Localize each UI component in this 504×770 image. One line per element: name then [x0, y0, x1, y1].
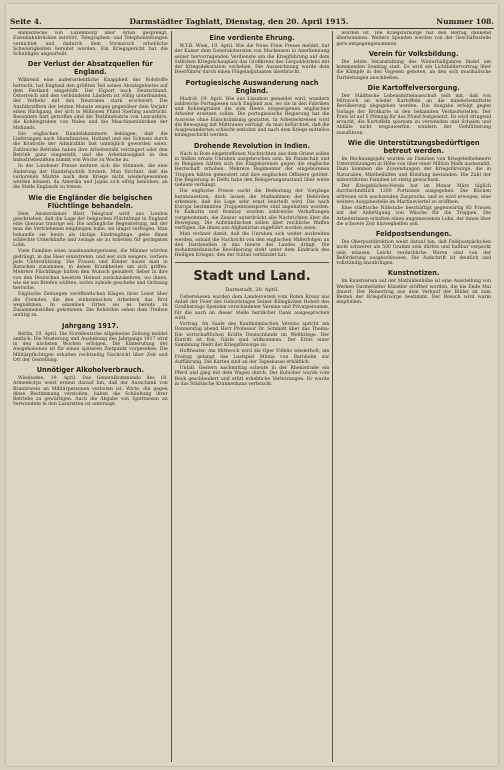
paragraph: Die englischen Handelskammern beklagen, daß die Lieferungen nach Skandinavien, Holland und der Schweiz durch die Kontrolle der Admiralität fast unmöglich geworden seien. Zahlreiche Betriebe haben ihre Arbeiterzahl verringert oder den Betrieb ganz eingestellt, und die Arbeitslosigkeit in den Industriebezirken nimmt von Woche zu Woche zu.	[13, 131, 168, 163]
headline: Portugiesische Auswanderung nach England.	[185, 78, 319, 95]
paragraph: Die Oberpostdirektion weist darauf hin, daß Feldpostpäckchen nicht schwerer als 500 Gramm sein dürfen und haltbar verpackt sein müssen. Leicht verderbliche Waren sind von der Beförderung ausgeschlossen. Die Aufschrift ist deutlich und vollständig anzubringen.	[336, 240, 492, 266]
page-number: Seite 4.	[10, 16, 42, 26]
section-title: Stadt und Land.	[193, 268, 311, 284]
paragraph: Unfall. Gestern nachmittag scheute in der Rheinstraße ein Pferd und ging mit dem Wagen durch. Der Kutscher wurde vom Bock geschleudert und erlitt erhebliche Verletzungen. Er wurde in das Städtische Krankenhaus verbracht.	[174, 366, 330, 387]
paragraph: Der Kriegsküchen-Verein hat im Monat März täglich durchschnittlich 1200 Portionen ausgegeben. Die Küchen erfreuen sich wachsenden Zuspruchs, und es wird erwogen, eine weitere Ausgabestelle im Martinsviertel zu eröffnen.	[336, 184, 492, 205]
page-header	[10, 14, 494, 29]
column-3	[332, 31, 494, 762]
headline: Eine verdiente Ehrung.	[209, 34, 295, 42]
paragraph: Man rechnet damit, daß die Unruhen sich weiter ausbreiten werden, sobald die Nachricht von den englischen Mißerfolgen an den Dardanellen in das Innere des Landes dringt. Die mohammedanische Bevölkerung steht unter dem Eindruck des Heiligen Krieges, den der Sultan verkündet hat.	[174, 232, 330, 259]
paragraph: Bahnstrecke von Luxemburg über Arlon gesprengt, Eisenbahnbrücken zerstört, Telegraphen- und Telephonleitungen vernichtet und dadurch dem Vormarsch erhebliche Schwierigkeiten bereitet worden. Ein Kriegsgericht hat die Schuldigen abgeurteilt.	[13, 31, 168, 57]
newspaper-dateline: Darmstädter Tagblatt, Dienstag, den 20. April 1915.	[129, 16, 349, 26]
paragraph: Hoftheater. Am Mittwoch wird die Oper Fidelio wiederholt, am Freitag gelangt das Lustspiel Minna von Barnhelm zur Aufführung. Die Karten sind an der Tageskasse erhältlich.	[174, 349, 330, 365]
section-dateline: Darmstadt, 20. April.	[225, 286, 279, 293]
paragraph: Madrid, 19. April. Wie aus Lissabon gemeldet wird, wandern zahlreiche Portugiesen nach England aus, wo sie in den Fabriken und Kohlengruben die zum Heere eingezogenen englischen Arbeiter ersetzen sollen. Die portugiesische Regierung hat die Ausreise ohne Einschränkung gestattet. In Arbeiterkreisen wird die Bewegung mit Mißtrauen verfolgt, da man befürchtet, daß die Ausgewanderten schlecht entlohnt und nach dem Kriege mittellos heimgeschickt werden.	[174, 96, 330, 139]
paragraph: In der Londoner Presse mehren sich die Stimmen, die eine Änderung der Handelspolitik fordern. Man fürchtet, daß die verlorenen Märkte nach dem Kriege nicht wiedergewonnen werden können, da Amerika und Japan sich eifrig bemühen, an die Stelle Englands zu treten.	[13, 164, 168, 191]
paragraph: Ueberwiesen wurden dem Landesverein vom Roten Kreuz aus Anlaß der Feier des Geburtstages Seiner Königlichen Hoheit des Großherzogs Spenden verschiedener Vereine und Privatpersonen, für die auch an dieser Stelle herzlicher Dank ausgesprochen wird.	[174, 294, 330, 321]
headline: Wie die Unterstützungsbedürftigen betreut werden.	[347, 138, 480, 155]
headline: Verein für Volksbildung.	[368, 49, 459, 58]
paragraph: Nach in Rom eingetroffenen Nachrichten aus dem Orient sollen in Indien ernste Unruhen ausgebrochen sein. Im Pandschab und in Bengalen hätten sich die Eingeborenen gegen die englische Herrschaft erhoben. Mehrere Regimenter der eingeborenen Truppen hätten gemeutert und ihre englischen Offiziere getötet. Die Regierung in Delhi habe den Belagerungszustand über weite Gebiete verhängt.	[174, 151, 330, 188]
headline: Feldpostsendungen.	[375, 230, 452, 238]
paragraph: Berlin, 19. April. Die Norddeutsche Allgemeine Zeitung meldet amtlich: Die Musterung und Aushebung des Jahrgangs 1917 wird in den nächsten Wochen erfolgen. Die Einberufung der Ausgehobenen ist für einen späteren Zeitpunkt vorgesehen. Die Militärpflichtigen erhalten rechtzeitig Nachricht über Zeit und Ort der Gestellung.	[13, 331, 168, 363]
paragraph: Der Städtische Lebensmittelausschuß teilt mit, daß von Mittwoch an wieder Kartoffeln an die minderbemittelte Bevölkerung abgegeben werden. Die Ausgabe erfolgt gegen Vorlage der Brotkarte in den bekannten Verkaufsstellen. Der Preis ist auf 5 Pfennig für das Pfund festgesetzt. Es wird dringend ersucht, die Kartoffeln sparsam zu verwenden und Schalen und Abfälle nicht wegzuwerfen, sondern der Viehfütterung zuzuführen.	[336, 93, 492, 136]
headline: Drohende Revolution in Indien.	[194, 141, 310, 150]
headline: Kunstnotizen.	[387, 269, 440, 278]
paragraph: Eine städtische Nähstube beschäftigt gegenwärtig 85 Frauen mit der Anfertigung von Wäsche für die Truppen. Die Arbeiterinnen erhalten einen angemessenen Lohn, der ihnen über die schwere Zeit hinweghelfen soll.	[336, 206, 492, 227]
paragraph: Viele Familien seien auseinandergerissen, die Männer würden gedrängt, in das Heer einzutreten, und wer sich weigere, verliere jede Unterstützung. Die Frauen und Kinder hause man in Baracken zusammen, in denen Krankheiten um sich griffen. Mehrere Flüchtlinge hätten den Wunsch geäußert, lieber in ihre von den Deutschen besetzte Heimat zurückzukehren, wo ihnen, wie sie aus Briefen wüßten, nichts zuleide geschehe und Ordnung herrsche.	[13, 249, 168, 291]
section-divider	[175, 262, 330, 263]
headline: Wie die Engländer die belgischen Flüchtlinge behandeln.	[28, 193, 153, 210]
paragraph: Im Kunstverein auf der Mathildenhöhe ist eine Ausstellung von Werken Darmstädter Künstler eröffnet worden, die bis Ende Mai dauert. Der Reinertrag aus dem Verkauf der Bilder ist zum Besten der Kriegsfürsorge bestimmt. Der Besuch wird warm empfohlen.	[336, 279, 492, 306]
paragraph: Im Rechnungsjahr wurden an Familien von Kriegsteilnehmern Unterstützungen in Höhe von über einer Million Mark ausbezahlt. Dazu kommen die Zuwendungen der Kriegsfürsorge, die in Naturalien, Mietbeihilfen und Kleidung bestanden. Die Zahl der unterstützten Familien ist stetig gewachsen.	[336, 156, 492, 183]
newspaper-page	[6, 4, 498, 766]
paragraph: Die englische Presse sucht die Bedeutung der Vorgänge herabzusetzen, doch lassen die Maßnahmen der Behörden erkennen, daß die Lage sehr ernst beurteilt wird. Die nach Europa bestimmten Truppentransporte sind angehalten worden. In Kalkutta und Bombay wurden zahlreiche Verhaftungen vorgenommen, die Zensur unterdrückt alle Nachrichten über die Bewegung. Die Aufständischen sollen über reichliche Waffen verfügen, die ihnen aus Afghanistan zugeführt worden seien.	[174, 189, 330, 231]
paragraph: Englische Zeitungen veröffentlichen Klagen ihrer Leser über die Fremden, die den einheimischen Arbeitern das Brot wegnähmen. In einzelnen Orten sei es bereits zu Zusammenstößen gekommen. Die Behörden sehen dem Treiben untätig zu.	[13, 292, 168, 319]
headline: Der Verlust der Absatzquellen für England.	[27, 60, 153, 77]
paragraph: Dem Amsterdamer Blatt Telegraaf wird aus London geschrieben, daß die Lage der belgischen Flüchtlinge in England eine überaus traurige sei. Die anfängliche Begeisterung, mit der man die Vertriebenen empfangen habe, sei längst verflogen. Man behandle sie heute als lästige Eindringlinge, gebe ihnen schlechte Unterkünfte und zwinge sie zu Arbeiten für geringsten Lohn.	[13, 211, 168, 248]
paragraph: Wiesbaden, 19. April. Das Generalkommando des 18. Armeekorps weist erneut darauf hin, daß der Ausschank von Branntwein an Militärpersonen verboten ist. Wirte, die gegen diese Bestimmung verstoßen, haben die Schließung ihrer Betriebe zu gewärtigen. Auch die Abgabe von Spirituosen an Verwundete in den Lazaretten ist untersagt.	[13, 376, 168, 408]
headline: Die Kartoffelversorgung.	[367, 83, 460, 92]
paragraph: worden ist. Die Kriegsfürsorge hat den Betrag dankend übernommen. Weitere Spenden werden von der Geschäftsstelle gern entgegengenommen.	[336, 31, 492, 47]
paragraph: Vortrag. Im Saale des Kaufmännischen Vereins spricht am Donnerstag abend Herr Professor Dr. Schmidt über das Thema: Die wirtschaftlichen Kräfte Deutschlands im Weltkriege. Der Eintritt ist frei, Gäste sind willkommen. Der Erlös einer Sammlung fließt der Kriegsfürsorge zu.	[174, 322, 330, 348]
headline: Unnötiger Alkoholverbrauch.	[36, 366, 144, 374]
paragraph: W.T.B. Wien, 19. April. Wie die Neue Freie Presse meldet, hat der Kaiser dem Generalobersten von Mackensen in Anerkennung seiner hervorragenden Verdienste um die Kriegführung auf dem östlichen Kriegsschauplatz das Großkreuz des Leopoldordens mit der Kriegsdekoration verliehen. Die Auszeichnung wurde dem Heerführer durch einen Flügeladjutanten überbracht.	[174, 44, 330, 76]
column-1	[10, 31, 171, 762]
headline: Jahrgang 1917.	[62, 321, 119, 330]
column-2	[171, 31, 333, 762]
paragraph: Die letzte Veranstaltung des Winterhalbjahres findet am kommenden Sonntag statt. Es wird ein Lichtbildervortrag über die Kämpfe in den Vogesen geboten, an den sich musikalische Darbietungen anschließen.	[336, 59, 492, 81]
paragraph: Während eine außerordentliche Knappheit der Rohstoffe herrscht, hat England den größten Teil seines Absatzgebietes auf dem Festland eingebüßt. Der Export nach Deutschland, Österreich und den verbündeten Ländern ist völlig unterbunden, der Verkehr mit den Neutralen stark erschwert. Die Ausfuhrziffern der letzten Monate zeigen gegenüber dem Vorjahr einen Rückgang, der sich in Millionen Pfund Sterling ausdrückt. Besonders hart getroffen sind die Textilindustrie von Lancashire, die Kohlengruben von Wales und die Maschinenfabriken der Midlands.	[13, 78, 168, 131]
issue-number: Nummer 108.	[436, 16, 494, 26]
columns	[10, 31, 494, 762]
